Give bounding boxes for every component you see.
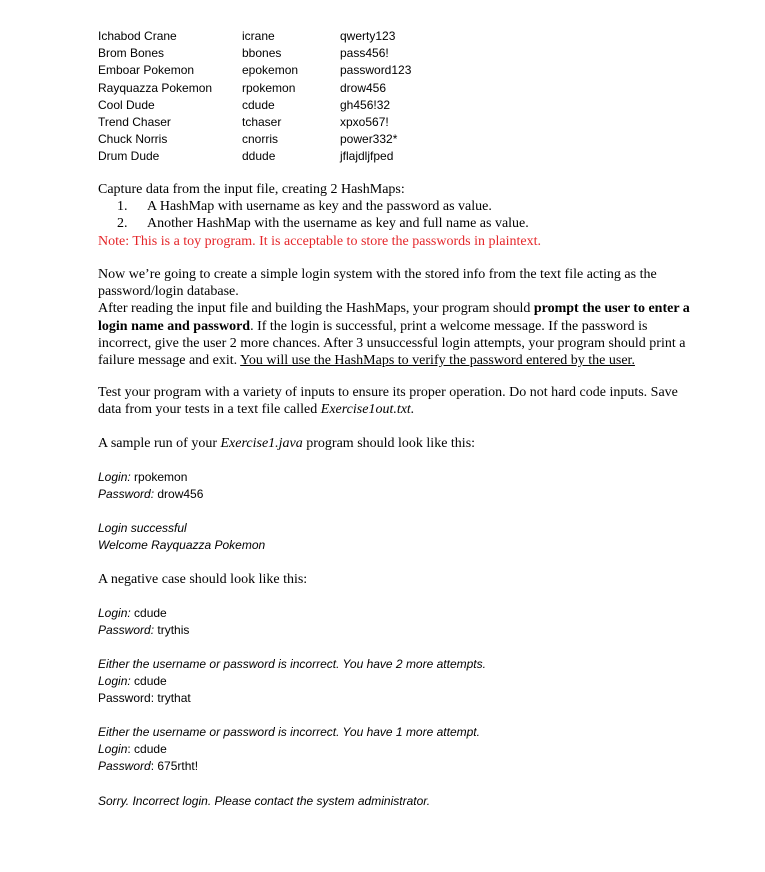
sample-text-a: A sample run of your bbox=[98, 436, 221, 451]
system-paragraph bbox=[98, 266, 698, 369]
sample-text-b: program should look like this: bbox=[302, 436, 476, 451]
user-username: icrane bbox=[242, 29, 275, 43]
sample-file: Exercise1.java bbox=[220, 436, 303, 451]
user-password: qwerty123 bbox=[340, 29, 396, 43]
system-text-underline: You will use the HashMaps to verify the password entered by the user. bbox=[240, 353, 635, 369]
run2-error-1: Either the username or password is incorrect. You have 2 more attempts. bbox=[98, 657, 486, 671]
login-value: : cdude bbox=[127, 742, 167, 756]
system-text-c: . If the login is successful, print a welcome message. If the password is incorrect, give the user 2 more chances. After 3 unsuccessful login attempts, your program should print a failure message and exit. bbox=[98, 318, 686, 369]
user-password: jflajdljfped bbox=[340, 149, 394, 164]
user-password: gh456!32 bbox=[340, 97, 391, 112]
system-text-a: After reading the input file and building the HashMaps, your program should bbox=[98, 301, 534, 317]
login-label: Login: bbox=[98, 606, 131, 620]
user-username: bbones bbox=[242, 46, 282, 61]
user-fullname: Brom Bones bbox=[98, 46, 165, 61]
login-label: Login: bbox=[98, 470, 131, 484]
user-username: ddude bbox=[242, 149, 276, 164]
run1-password-line bbox=[98, 486, 203, 503]
list-item bbox=[117, 215, 529, 232]
user-password: password123 bbox=[340, 63, 412, 78]
user-fullname: Emboar Pokemon bbox=[98, 63, 195, 78]
sample-intro bbox=[98, 435, 698, 452]
plaintext-note: Note: This is a toy program. It is acceptable to store the passwords in plaintext. bbox=[98, 234, 541, 249]
user-fullname: Trend Chaser bbox=[98, 114, 171, 129]
capture-intro: Capture data from the input file, creating 2 HashMaps: bbox=[98, 182, 405, 197]
user-password: xpxo567! bbox=[340, 114, 389, 129]
user-fullname: Rayquazza Pokemon bbox=[98, 80, 213, 95]
test-file: Exercise1out.txt. bbox=[320, 402, 415, 418]
run1-success: Login successful bbox=[98, 521, 187, 535]
user-fullname: Cool Dude bbox=[98, 97, 155, 112]
system-text-bold: prompt the user to enter a login name and password bbox=[98, 301, 690, 334]
run2-error-2: Either the username or password is incorrect. You have 1 more attempt. bbox=[98, 725, 480, 739]
user-fullname: Drum Dude bbox=[98, 149, 160, 164]
password-label: Password: bbox=[98, 623, 155, 637]
login-value: cdude bbox=[130, 674, 167, 688]
list-text: A HashMap with username as key and the password as value. bbox=[147, 199, 492, 214]
password-value: drow456 bbox=[154, 487, 204, 501]
negative-intro: A negative case should look like this: bbox=[98, 572, 308, 587]
run1-welcome: Welcome Rayquazza Pokemon bbox=[98, 538, 266, 552]
run2-password-line-1 bbox=[98, 622, 189, 639]
list-item bbox=[117, 198, 492, 215]
run1-login-line bbox=[98, 469, 187, 486]
user-fullname: Chuck Norris bbox=[98, 132, 168, 147]
run2-failure: Sorry. Incorrect login. Please contact the system administrator. bbox=[98, 794, 431, 808]
user-username: tchaser bbox=[242, 114, 282, 129]
login-label: Login bbox=[98, 742, 128, 756]
user-password: drow456 bbox=[340, 80, 387, 95]
password-value: trythis bbox=[154, 623, 190, 637]
user-username: epokemon bbox=[242, 63, 299, 78]
login-label: Login: bbox=[98, 674, 131, 688]
password-label: Password: bbox=[98, 487, 155, 501]
test-text: Test your program with a variety of inputs to ensure its proper operation. Do not hard code inputs. Save data from your tests in a text file called bbox=[98, 385, 678, 418]
list-number: 1. bbox=[117, 199, 128, 214]
password-value: trythat bbox=[154, 691, 191, 705]
system-line-1: Now we’re going to create a simple login system with the stored info from the text file acting as the password/login database. bbox=[98, 267, 657, 300]
list-number: 2. bbox=[117, 216, 128, 231]
run2-login-line-1 bbox=[98, 605, 167, 622]
password-label: Password bbox=[98, 759, 151, 773]
list-text: Another HashMap with the username as key and full name as value. bbox=[147, 216, 529, 231]
run2-login-line-2 bbox=[98, 673, 167, 690]
user-username: rpokemon bbox=[242, 80, 296, 95]
login-value: rpokemon bbox=[130, 470, 188, 484]
test-paragraph bbox=[98, 384, 698, 418]
login-value: cdude bbox=[130, 606, 167, 620]
user-username: cnorris bbox=[242, 132, 279, 147]
run2-password-line-2 bbox=[98, 690, 191, 707]
user-password: power332* bbox=[340, 132, 398, 147]
run2-login-line-3 bbox=[98, 741, 167, 758]
user-username: cdude bbox=[242, 97, 275, 112]
run2-password-line-3 bbox=[98, 758, 198, 775]
user-password: pass456! bbox=[340, 46, 389, 61]
password-label: Password: bbox=[98, 691, 155, 705]
user-fullname: Ichabod Crane bbox=[98, 29, 177, 43]
password-value: : 675rtht! bbox=[150, 759, 199, 773]
